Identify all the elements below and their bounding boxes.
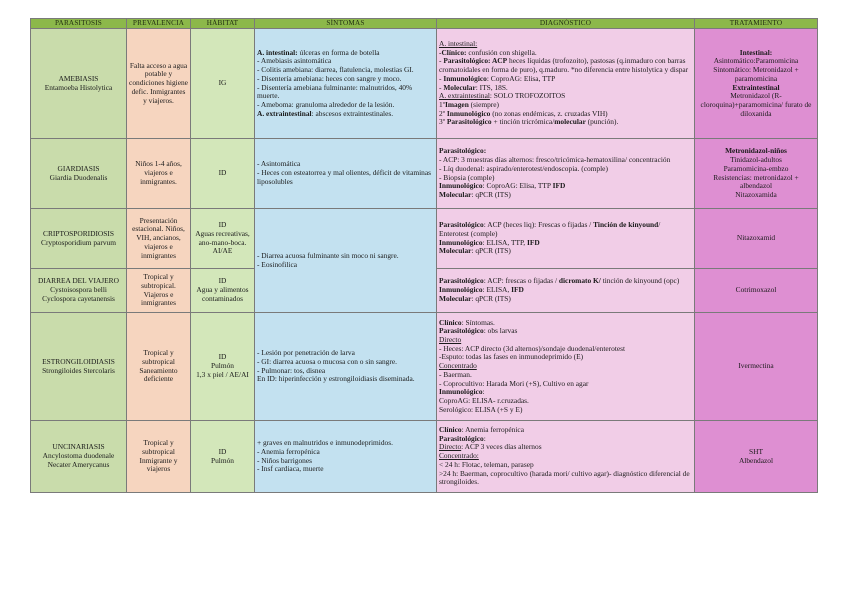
parasite-scientific-name: Giardia Duodenalis bbox=[49, 172, 108, 182]
diag-text: : CoproAG: Elisa, TTP bbox=[486, 73, 556, 83]
diag-label: Parasitológico bbox=[439, 326, 484, 336]
diag-text: (punción). bbox=[585, 117, 619, 127]
diag-text: Serológico: ELISA (+S y E) bbox=[439, 404, 523, 414]
trat-text: Paramomicina-embzo bbox=[723, 163, 789, 173]
parasite-scientific-name: Strongiloides Stercolaris bbox=[42, 365, 115, 375]
prevalencia-cell: Tropical y subtropical Inmigrante y viajeros bbox=[127, 421, 191, 493]
sintomas-text: + graves en malnutridos e inmunodeprimidos. bbox=[257, 438, 393, 448]
diag-text: < 24 h: Flotac, teleman, parasep bbox=[439, 459, 534, 469]
sintomas-cell bbox=[255, 29, 437, 139]
habitat-cell: ID Aguas recreativas, ano-mano-boca. AI/AE bbox=[191, 209, 255, 269]
parasitosis-cell bbox=[31, 209, 127, 269]
habitat-cell: ID Agua y alimentos contaminados bbox=[191, 269, 255, 313]
trat-text: Metronidazol (R- cloroquina)+paramomicina/ furato de diloxanida bbox=[700, 91, 812, 118]
diag-text: confusión con shigella. bbox=[466, 47, 537, 57]
diag-text: : ITS, 18S. bbox=[475, 82, 508, 92]
habitat-cell: ID Pulmón bbox=[191, 421, 255, 493]
sintomas-text: - Insf cardiaca, muerte bbox=[257, 464, 324, 474]
trat-text: Albendazol bbox=[738, 455, 774, 465]
diag-text: : ELISA, bbox=[482, 285, 512, 295]
trat-text: Tinidazol-adultos bbox=[730, 155, 782, 165]
prevalencia-cell: Falta acceso a agua potable y condiciones higiene defic. Inmigrantes y viajeros. bbox=[127, 29, 191, 139]
habitat-cell: IG bbox=[191, 29, 255, 139]
parasite-name: DIARREA DEL VIAJERO bbox=[38, 276, 119, 286]
parasite-scientific-name: Cystoisospora belli bbox=[50, 285, 107, 295]
diag-label: Inmunológico bbox=[439, 387, 483, 397]
sintomas-cell bbox=[255, 313, 437, 421]
sintomas-heading: A. intestinal: bbox=[257, 47, 298, 57]
table-row bbox=[31, 313, 818, 421]
diag-label: -Clínico: bbox=[439, 47, 467, 57]
diag-heading: Concentrado bbox=[439, 361, 477, 371]
trat-text: Asintomático:Paramomicina bbox=[713, 56, 799, 66]
header-diagnostico: DIAGNÓSTICO bbox=[437, 19, 695, 29]
diag-label: dicromato K/ bbox=[558, 276, 601, 286]
diag-label: molecular bbox=[554, 117, 586, 127]
table-row bbox=[31, 29, 818, 139]
diag-text: tinción de kinyound (opc) bbox=[600, 276, 680, 286]
parasite-name: GIARDIASIS bbox=[57, 163, 100, 173]
parasite-scientific-name: Cryptosporidium parvum bbox=[41, 237, 116, 247]
diag-text: heces líquidas (trofozoito), pastosas (q.inmaduro con barras cromatoidales en forma de puro), q.maduro. *no diferencia entre histolytica y dispar bbox=[439, 56, 689, 75]
diag-text: (siempre) bbox=[468, 99, 499, 109]
sintomas-text: - Heces con esteatorrea y mal olientes, déficit de vitaminas liposolubles bbox=[257, 168, 432, 186]
parasite-name: CRIPTOSPORIDIOSIS bbox=[43, 228, 114, 238]
diag-text: : qPCR (ITS) bbox=[471, 246, 511, 256]
parasitosis-cell bbox=[31, 29, 127, 139]
diag-text: : bbox=[483, 433, 486, 443]
diag-label: Inmunológico bbox=[443, 73, 487, 83]
diag-text: : obs larvas bbox=[483, 326, 518, 336]
habitat-cell: ID bbox=[191, 139, 255, 209]
diag-text: - bbox=[439, 73, 444, 83]
diag-label: Molecular bbox=[439, 189, 472, 199]
diag-text: : qPCR (ITS) bbox=[471, 189, 511, 199]
sintomas-heading: A. extraintestinal bbox=[257, 108, 312, 118]
diag-label: Inmunológico bbox=[439, 181, 483, 191]
header-habitat: HÁBITAT bbox=[191, 19, 255, 29]
parasitosis-cell bbox=[31, 269, 127, 313]
prevalencia-cell: Tropical y subtropical Saneamiento deficiente bbox=[127, 313, 191, 421]
trat-text: SHT bbox=[749, 446, 763, 456]
sintomas-text: - Amebiasis asintomática bbox=[257, 56, 332, 66]
tratamiento-cell: Ivermectina bbox=[695, 313, 818, 421]
diag-heading: Parasitológico: bbox=[439, 146, 487, 156]
sintomas-cell bbox=[255, 139, 437, 209]
parasite-scientific-name: Ancylostoma duodenale bbox=[42, 451, 115, 461]
trat-heading: Intestinal: bbox=[739, 47, 773, 57]
tratamiento-cell bbox=[695, 139, 818, 209]
diag-text: : ACP: frescas o fijadas / bbox=[483, 276, 559, 286]
diag-text: - ACP: 3 muestras días alternos: fresco/tricómica-hematoxilina/ concentración bbox=[439, 155, 671, 165]
diag-text: : ACP 3 veces días alternos bbox=[461, 442, 542, 452]
diag-text: CoproAG: ELISA- r.cruzadas. bbox=[439, 395, 529, 405]
diag-label: Tinción de kinyound bbox=[593, 220, 659, 230]
trat-heading: Metronidazol-niños bbox=[725, 146, 787, 156]
diag-text: 2º bbox=[439, 108, 447, 118]
sintomas-text: - Niños barrigones bbox=[257, 455, 313, 465]
diagnostico-cell bbox=[437, 313, 695, 421]
diag-text: : CoproAG: Elisa, TTP bbox=[482, 181, 553, 191]
table-row bbox=[31, 421, 818, 493]
parasite-scientific-name: Cyclospora cayetanensis bbox=[42, 293, 115, 303]
diag-text: 3º bbox=[439, 117, 447, 127]
parasitosis-table bbox=[30, 18, 818, 493]
diag-label: IFD bbox=[511, 285, 524, 295]
sintomas-text: - Asintomática bbox=[257, 159, 301, 169]
sintomas-text: - Ameboma: granuloma alrededor de la lesión. bbox=[257, 99, 395, 109]
diag-text: : ACP (heces liq): Frescas o fijadas / bbox=[483, 220, 594, 230]
diag-text: >24 h: Baerman, coprocultivo (harada mori/ cultivo agar)- diagnóstico diferencial de strongiloides. bbox=[439, 468, 690, 487]
diag-text: : SOLO TROFOZOITOS bbox=[489, 91, 566, 101]
table-row bbox=[31, 209, 818, 269]
tratamiento-cell: Cotrimoxazol bbox=[695, 269, 818, 313]
diag-text: : Síntomas. bbox=[461, 317, 495, 327]
diag-text: -Esputo: todas las fases en inmunodeprimido (E) bbox=[439, 352, 584, 362]
sintomas-text: - Eosinofilica bbox=[257, 259, 298, 269]
header-tratamiento: TRATAMIENTO bbox=[695, 19, 818, 29]
sintomas-text: - Disentería amebiana fulminante: malnutridos, 40% muerte. bbox=[257, 82, 413, 101]
diag-heading: Concentrado: bbox=[439, 451, 479, 461]
diag-text: - Líq duodenal: aspirado/enterotest/endoscopia. (comple) bbox=[439, 163, 608, 173]
trat-text: Resistencias: metronidazol + albendazol bbox=[713, 172, 799, 191]
header-sintomas: SÍNTOMAS bbox=[255, 19, 437, 29]
diagnostico-cell bbox=[437, 29, 695, 139]
parasitosis-cell bbox=[31, 313, 127, 421]
diag-text: - bbox=[439, 82, 444, 92]
sintomas-text: - Colitis amebiana: diarrea, flatulencia, molestias GI. bbox=[257, 65, 414, 75]
sintomas-cell bbox=[255, 421, 437, 493]
diagnostico-cell bbox=[437, 139, 695, 209]
tratamiento-cell bbox=[695, 421, 818, 493]
diag-text: + tinción tricrómica/ bbox=[491, 117, 555, 127]
sintomas-text: - GI: diarrea acuosa o mucosa con o sin sangre. bbox=[257, 356, 397, 366]
parasitosis-cell bbox=[31, 421, 127, 493]
trat-heading: Extraintestinal bbox=[732, 82, 780, 92]
diag-text: (no zonas endémicas, z. cruzadas VIH) bbox=[490, 108, 608, 118]
diag-label: Parasitológico bbox=[439, 276, 484, 286]
parasite-name: UNCINARIASIS bbox=[52, 442, 105, 452]
diag-label: Parasitológico bbox=[446, 117, 492, 127]
trat-text: Nitazoxamida bbox=[735, 189, 777, 199]
header-prevalencia: PREVALENCIA bbox=[127, 19, 191, 29]
diag-text: : Anemia ferropénica bbox=[461, 425, 524, 435]
diag-label: Molecular bbox=[439, 246, 472, 256]
diag-label: Inmunológico bbox=[446, 108, 491, 118]
diag-label: Parasitológico bbox=[439, 433, 484, 443]
header-parasitosis: PARASITOSIS bbox=[31, 19, 127, 29]
diag-text: 1º bbox=[439, 99, 445, 109]
header-row bbox=[31, 19, 818, 29]
sintomas-text: - Disentería amebiana: heces con sangre y moco. bbox=[257, 73, 402, 83]
diagnostico-cell bbox=[437, 269, 695, 313]
table-row bbox=[31, 139, 818, 209]
tratamiento-cell: Nitazoxamid bbox=[695, 209, 818, 269]
prevalencia-cell: Tropical y subtropical. Viajeros e inmigrantes bbox=[127, 269, 191, 313]
diag-label: Clínico bbox=[439, 425, 462, 435]
parasite-scientific-name: Entamoeba Histolytica bbox=[44, 82, 113, 92]
parasite-name: ESTRONGILOIDIASIS bbox=[42, 356, 115, 366]
prevalencia-cell: Presentación estacional. Niños, VIH, ancianos, viajeros e inmigrantes bbox=[127, 209, 191, 269]
sintomas-text: - Lesión por penetración de larva bbox=[257, 348, 355, 358]
diag-label: Inmunológico bbox=[439, 237, 483, 247]
diag-heading: Directo bbox=[439, 335, 462, 345]
sintomas-cell bbox=[255, 209, 437, 313]
diag-label: Parasitológico bbox=[439, 220, 484, 230]
prevalencia-cell: Niños 1-4 años, viajeros e inmigrantes. bbox=[127, 139, 191, 209]
diag-label: IFD bbox=[526, 237, 540, 247]
sintomas-text: En ID: hiperinfección y estrongiloidiasis diseminada. bbox=[257, 374, 415, 384]
sintomas-text: - Pulmonar: tos, disnea bbox=[257, 365, 326, 375]
trat-text: Sintomático: Metronidazol + paramomicina bbox=[713, 65, 799, 83]
tratamiento-cell bbox=[695, 29, 818, 139]
diag-label: Inmunológico bbox=[439, 285, 483, 295]
habitat-cell: ID Pulmón 1,3 x piel / AE/AI bbox=[191, 313, 255, 421]
diag-label: IFD bbox=[552, 181, 566, 191]
sintomas-text: - Diarrea acuosa fulminante sin moco ni sangre. bbox=[257, 250, 399, 260]
parasite-scientific-name: Necater Amerycanus bbox=[47, 459, 110, 469]
sintomas-text: : abscesos extraintestinales. bbox=[311, 108, 394, 118]
diag-text: - bbox=[439, 56, 444, 66]
diag-heading: A. extraintestinal bbox=[439, 91, 490, 101]
diag-text: - Biopsia (comple) bbox=[439, 172, 495, 182]
parasitosis-cell bbox=[31, 139, 127, 209]
diag-heading: Directo bbox=[439, 442, 462, 452]
diag-label: Clínico bbox=[439, 317, 462, 327]
diag-text: : ELISA, TTP, bbox=[482, 237, 527, 247]
diag-text: - Heces: ACP directo (3d alternos)/sondaje duodenal/enterotest bbox=[439, 343, 626, 353]
diag-label: Parasitológico: ACP bbox=[443, 56, 508, 66]
diag-label: Molecular bbox=[439, 293, 472, 303]
diag-text: - Baerman. bbox=[439, 369, 472, 379]
sintomas-text: - Anemia ferropénica bbox=[257, 446, 320, 456]
sintomas-text: úlceras en forma de botella bbox=[297, 47, 380, 57]
diag-text: / Enterotest (comple) bbox=[439, 220, 661, 238]
diag-label: Molecular bbox=[443, 82, 476, 92]
diag-text: - Coprocultivo: Harada Mori (+S), Cultivo en agar bbox=[439, 378, 589, 388]
diag-text: : qPCR (ITS) bbox=[471, 293, 511, 303]
parasite-name: AMEBIASIS bbox=[58, 73, 99, 83]
diagnostico-cell bbox=[437, 421, 695, 493]
diag-text: : bbox=[482, 387, 485, 397]
diag-heading: A. intestinal: bbox=[439, 38, 478, 48]
diagnostico-cell bbox=[437, 209, 695, 269]
diag-label: Imagen bbox=[445, 99, 469, 109]
